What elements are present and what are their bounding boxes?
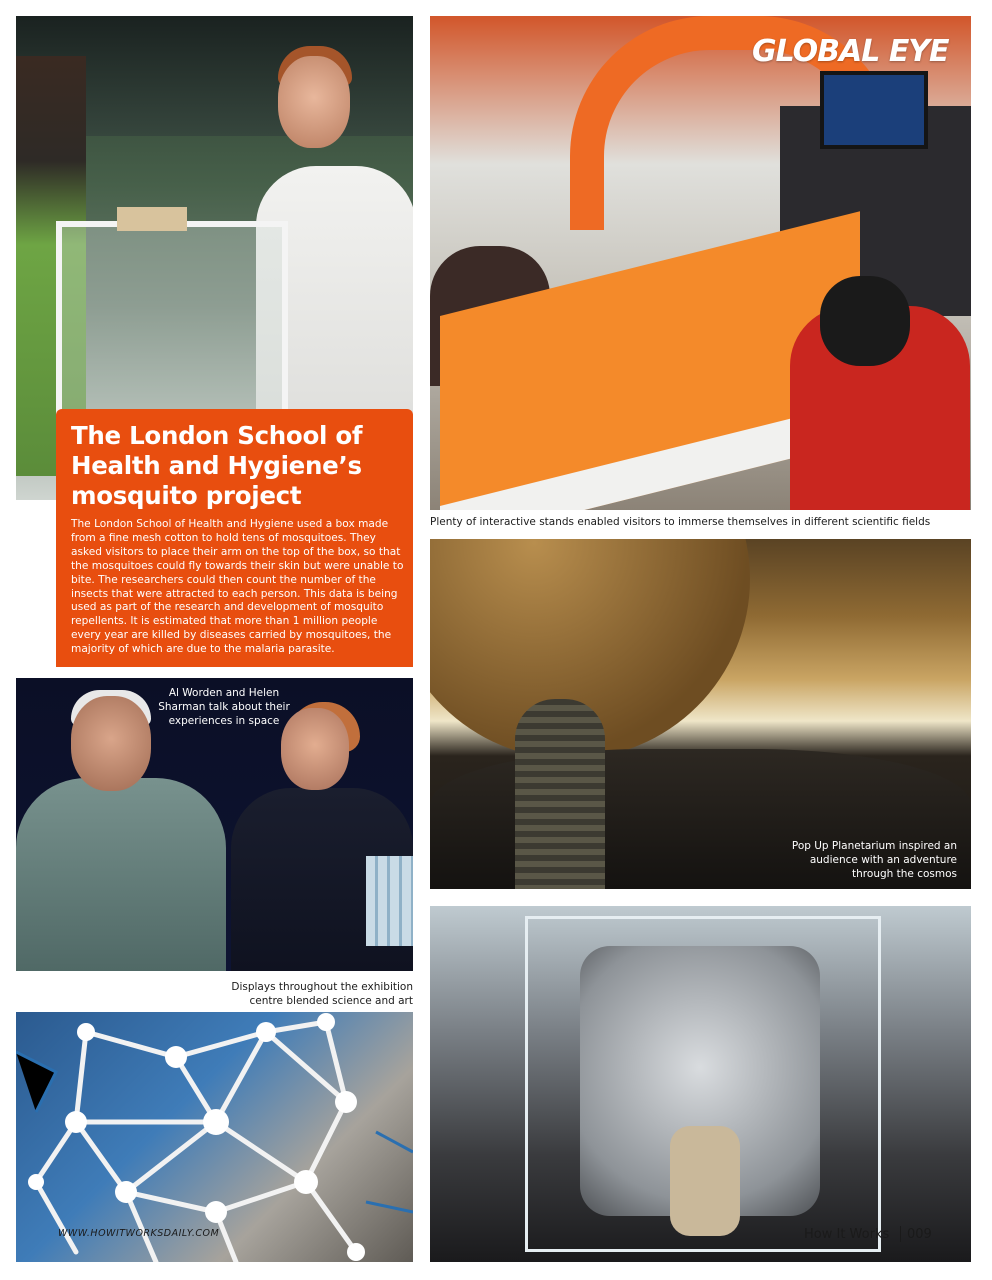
planetarium-caption: Pop Up Planetarium inspired an audience with an adventure through the cosmos bbox=[791, 840, 957, 880]
magazine-name: How It Works bbox=[804, 1227, 890, 1242]
astronauts-caption: Al Worden and Helen Sharman talk about their experiences in space bbox=[158, 687, 290, 727]
footer-divider bbox=[900, 1226, 901, 1242]
mosquito-panel-body: The London School of Health and Hygiene used a box made from a fine mesh cotton to hold tens of mosquitoes. They asked visitors to place their arm on the top of the box, so that the mosquitoes could fly towards their skin but were unable to bite. The researchers could then count the number of the insects that were attracted to each person. This data is being used as part of the research and development of mosquito repellents. It is estimated that more than 1 million people every year are killed by diseases carried by mosquitoes, the majority of which are due to the malaria parasite. bbox=[71, 518, 404, 656]
page-number: 009 bbox=[907, 1227, 932, 1242]
displays-caption: Displays throughout the exhibition centre blended science and art bbox=[231, 981, 413, 1007]
mosquito-project-panel bbox=[56, 409, 413, 667]
global-eye-logo: GLOBAL EYE bbox=[752, 34, 949, 69]
planetarium-photo bbox=[430, 539, 971, 889]
molecule-sculpture-photo bbox=[16, 1012, 413, 1262]
vr-caption: Plenty of interactive stands enabled visitors to immerse themselves in different scientific fields bbox=[430, 516, 931, 528]
website-url[interactable]: WWW.HOWITWORKSDAILY.COM bbox=[58, 1228, 220, 1239]
vr-stands-photo bbox=[430, 16, 971, 510]
engine-cutaway-photo bbox=[430, 906, 971, 1262]
mosquito-panel-title: The London School of Health and Hygiene’s mosquito project bbox=[71, 421, 363, 510]
